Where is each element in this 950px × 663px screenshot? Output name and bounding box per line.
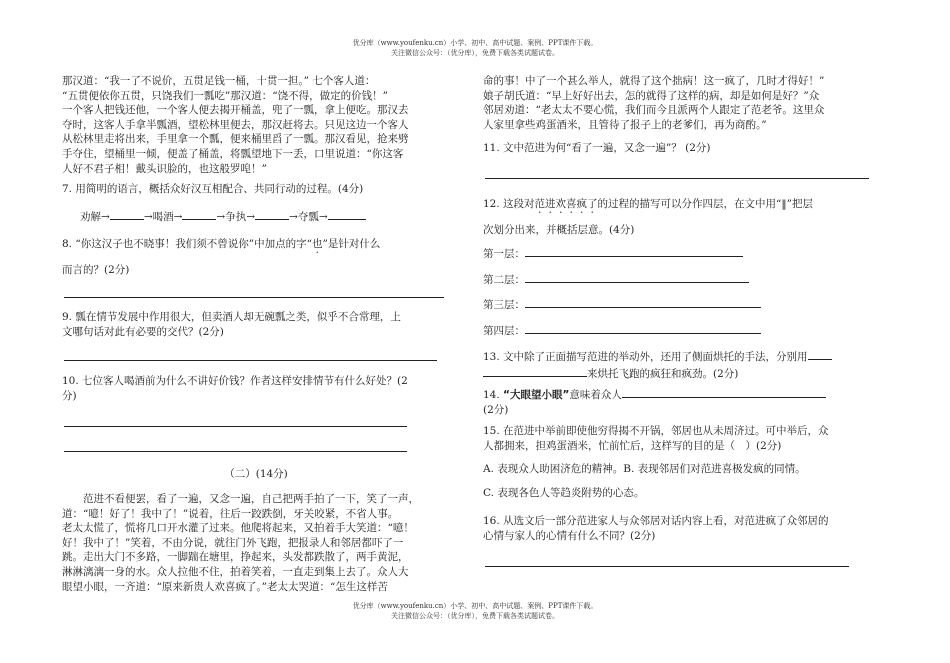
q11-answer-line[interactable] <box>485 178 869 179</box>
q9-answer-line[interactable] <box>64 360 437 361</box>
passage-2-line: 邻居劝道：“老太太不要心慌，我们而今且派两个人跟定了范老爷。这里众 <box>483 104 825 117</box>
layer-label: 第三层： <box>483 299 525 311</box>
q15-text-2: 人都拥来，担鸡蛋酒米，忙前忙后，这样写的目的是（ ）(2分) <box>483 439 782 452</box>
passage-1 <box>62 74 450 176</box>
passage-2-line: 眼望小眼，一齐道：“原来新贵人欢喜疯了。”老太太哭道：“怎生这样苦 <box>62 580 388 593</box>
layer-answer-line[interactable] <box>525 296 761 308</box>
passage-2-line: 淋淋漓漓一身的水。众人拉他不住，拍着笑着，一直走到集上去了。众人大 <box>62 565 409 578</box>
q8-text: ”是针对什么 <box>322 238 381 250</box>
q12-text: 的过程的描写可以分作四层，在文中用“‖”把层 <box>597 198 814 210</box>
footer-line-1: 优分库（www.youfenku.cn）小学、初中、高中试题、案例、PPT课件下载。 <box>352 602 598 610</box>
question-9 <box>62 310 450 339</box>
passage-2-line: 娘子胡氏道：“早上好好出去，怎的就得了这样的病，却是如何是好？”众 <box>483 89 820 102</box>
header-line-1: 优分库（www.youfenku.cn）小学、初中、高中试题、案例、PPT课件下载。 <box>352 39 598 47</box>
question-12 <box>483 197 885 238</box>
q14-text: 意味着众人 <box>569 389 622 401</box>
q10-answer-line[interactable] <box>64 426 407 427</box>
q15-text: 15. 在范进中举前即使他穷得揭不开锅，邻居也从未周济过。可中举后，众 <box>483 425 829 437</box>
q16-text-2: 心情与家人的心情有什么不同？(2分) <box>483 529 656 542</box>
layer-label: 第二层： <box>483 274 525 286</box>
q9-text: 9. 瓢在情节发展中作用很大，但卖酒人却无碗瓢之类，似乎不合常理，上 <box>62 311 401 323</box>
layer-4 <box>483 322 885 339</box>
q8-text-2: 而言的？(2分) <box>62 264 130 276</box>
q16-text: 16. 从选文后一部分范进家人与众邻居对话内容上看，对范进疯了众邻居的 <box>483 515 829 527</box>
q13-text-2: 来烘托飞跑的疯狂和疯劲。(2分) <box>587 367 739 380</box>
passage-2-line: 命的事！中了一个甚么举人，就得了这个拙病！这一疯了，几时才得好！” <box>483 75 825 87</box>
question-7-answer-chain <box>80 208 450 225</box>
passage-1-line: 夺时，这客人手拿半瓢酒，望松林里便去，那汉赶将去。只见这边一个客人 <box>62 118 409 131</box>
question-15 <box>483 424 885 500</box>
layer-label: 第四层： <box>483 325 525 337</box>
passage-2-continued <box>483 74 885 132</box>
passage-2-line: 老太太慌了，慌将几口开水灌了过来。他爬将起来，又拍着手大笑道：“噫！ <box>62 522 414 535</box>
q7-step: 劝解→ <box>80 211 110 223</box>
question-7: 7. 用简明的语言，概括众好汉互相配合、共同行动的过程。(4分) <box>62 183 364 195</box>
passage-1-line: 手夺住，望桶里一倾，便盖了桶盖，将瓢望地下一丢，口里说道：“你这客 <box>62 147 404 160</box>
q14-blank[interactable] <box>622 386 826 398</box>
q8-dotted-char: 也 <box>311 238 323 250</box>
passage-2 <box>62 492 450 594</box>
header-line-2: 关注微信公众号：（优分库），免费下载各类试题试卷。 <box>391 49 559 57</box>
passage-2-line: 道：“噫！好了！我中了！”说着，往后一跤跌倒，牙关咬紧，不省人事。 <box>62 507 399 520</box>
question-11: 11. 文中范进为何“看了一遍，又念一遍”？ (2分) <box>483 142 711 154</box>
q12-text-2: 次划分出来，并概括层意。(4分) <box>483 224 635 236</box>
q7-step: →争执→ <box>216 211 256 223</box>
q7-step: →喝酒→ <box>143 211 183 223</box>
q8-text: 8. “你这汉子也不晓事！我们须不曾说你”中加点的字“ <box>62 238 312 250</box>
q13-blank[interactable] <box>808 348 832 360</box>
question-16 <box>483 514 885 543</box>
layer-answer-line[interactable] <box>525 245 743 257</box>
question-13 <box>483 348 885 381</box>
page-header <box>0 38 950 58</box>
q7-blank[interactable] <box>110 208 144 220</box>
q10-answer-line[interactable] <box>64 451 407 452</box>
q15-option-c: C. 表现各色人等趋炎附势的心态。 <box>483 486 645 499</box>
q13-text: 13. 文中除了正面描写范进的举动外，还用了侧面烘托的手法，分别用 <box>483 351 808 363</box>
passage-2-line: 跳。走出大门不多路，一脚踹在塘里，挣起来，头发都跌散了，两手黄泥， <box>62 551 409 564</box>
q10-text: 10. 七位客人喝酒前为什么不讲好价钱？作者这样安排情节有什么好处？(2 <box>62 375 408 387</box>
layer-1 <box>483 245 885 262</box>
passage-2-line: 好！我中了！”笑着，不由分说，就往门外飞跑，把报录人和邻居都吓了一 <box>62 536 404 549</box>
passage-1-line: “五贯便依你五贯，只饶我们一瓢吃”那汉道：“饶不得，做定的价钱！” <box>62 89 388 102</box>
passage-1-line: 从松林里走将出来，手里拿一个瓢，便来桶里舀了一瓢。那汉看见，抢来劈 <box>62 133 409 146</box>
q7-step: →夺瓢→ <box>289 211 328 223</box>
question-10 <box>62 374 450 403</box>
q7-blank[interactable] <box>255 208 289 220</box>
q14-number: 14. <box>483 389 500 401</box>
passage-2-line: 范进不看便罢，看了一遍，又念一遍，自己把两手拍了一下，笑了一声， <box>62 493 419 505</box>
q10-text-2: 分) <box>62 389 77 402</box>
q14-quote: “大眼望小眼” <box>503 389 570 401</box>
layer-3 <box>483 296 885 313</box>
q7-blank[interactable] <box>182 208 216 220</box>
passage-1-line: 那汉道：“我一了不说价，五贯足钱一桶，十贯一担。” 七个客人道： <box>62 75 376 87</box>
q13-blank[interactable] <box>483 365 587 377</box>
q12-text: 12. 这段对 <box>483 198 535 210</box>
passage-1-line: 一个客人把钱还他，一个客人便去揭开桶盖，兜了一瓢，拿上便吃。那汉去 <box>62 104 409 117</box>
passage-1-line: 人好不君子相！戴头识脸的，也这般罗唣！” <box>62 162 267 175</box>
q14-score: (2分) <box>483 403 509 416</box>
layer-answer-line[interactable] <box>525 322 761 334</box>
layer-answer-line[interactable] <box>525 271 749 283</box>
q15-options-ab: A. 表现众人助困济危的精神。B. 表现邻居们对范进喜极发疯的同情。 <box>483 463 806 476</box>
layer-2 <box>483 271 885 288</box>
page-footer <box>0 601 950 621</box>
question-8 <box>62 237 450 278</box>
question-14 <box>483 386 885 417</box>
q9-text-2: 文哪句话对此有必要的交代？(2分) <box>62 325 224 338</box>
q7-blank[interactable] <box>328 208 366 220</box>
layer-label: 第一层： <box>483 248 525 260</box>
footer-line-2: 关注微信公众号：（优分库），免费下载各类试题试卷。 <box>391 612 559 620</box>
section-2-title: （二）(14分) <box>224 468 288 480</box>
q16-answer-line[interactable] <box>485 566 849 567</box>
passage-2-line: 人家里拿些鸡蛋酒米，且管待了报子上的老爹们，再为商酌。” <box>483 118 767 131</box>
q8-answer-line[interactable] <box>64 297 444 298</box>
q12-dotted-text: 范进欢喜疯了 <box>534 198 598 210</box>
